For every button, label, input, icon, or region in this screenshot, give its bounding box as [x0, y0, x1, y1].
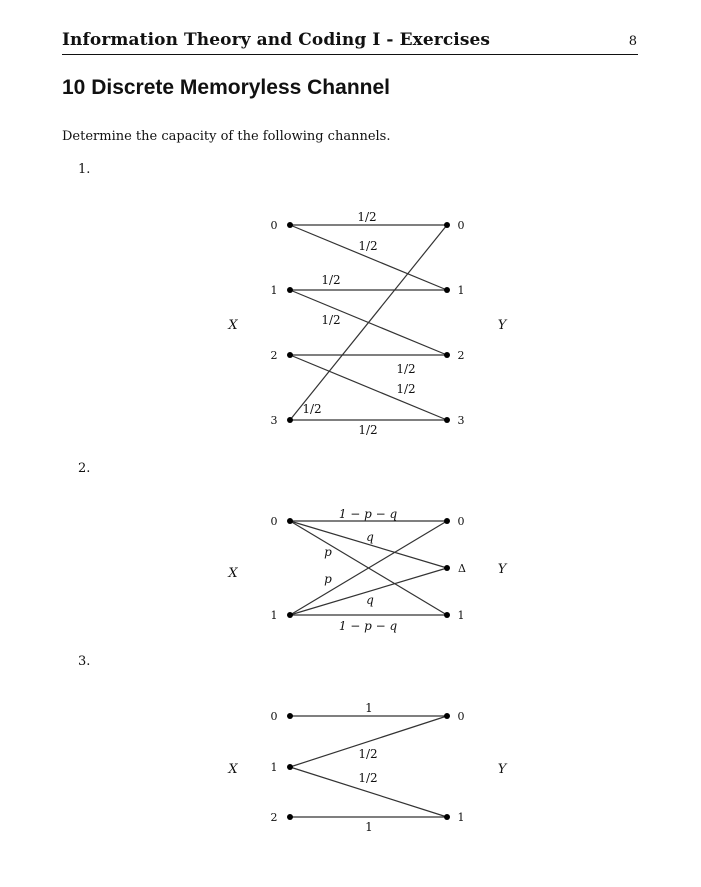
- edge-prob-2-3: 1/2: [396, 382, 416, 396]
- input-var-label: X: [228, 318, 238, 333]
- channel-diagram-3: [227, 701, 507, 834]
- section-title: 10 Discrete Memoryless Channel: [62, 76, 390, 99]
- edge-0-delta: [290, 521, 447, 568]
- edge-prob-0-0: 1/2: [357, 210, 377, 224]
- input-label-0: 0: [270, 515, 278, 528]
- edge-prob-0-1: q: [366, 530, 374, 544]
- edge-prob-1-1: 1/2: [321, 273, 341, 287]
- output-node-delta: [444, 565, 450, 571]
- edge-prob-3-3: 1/2: [358, 423, 378, 437]
- channel-diagram-1: [227, 210, 507, 437]
- input-label-3: 3: [270, 414, 278, 427]
- edge-prob-0-1: 1/2: [358, 239, 378, 253]
- output-node-0: [444, 518, 450, 524]
- input-var-label: X: [228, 762, 238, 777]
- output-node-0: [444, 222, 450, 228]
- input-label-0: 0: [270, 710, 278, 723]
- output-label-1: 1: [457, 284, 465, 297]
- input-var-label: X: [228, 566, 238, 581]
- output-node-1: [444, 814, 450, 820]
- output-node-1: [444, 612, 450, 618]
- output-label-3: 3: [457, 414, 465, 427]
- input-node-2: [287, 814, 293, 820]
- output-var-label: Y: [497, 762, 507, 777]
- input-node-0: [287, 518, 293, 524]
- output-label-2: 2: [457, 349, 465, 362]
- input-node-1: [287, 612, 293, 618]
- edge-prob-1-0: 1/2: [358, 747, 378, 761]
- edge-prob-1-delta: p: [324, 572, 332, 586]
- output-label-0: 0: [457, 219, 465, 232]
- output-node-3: [444, 417, 450, 423]
- edge-1-delta: [290, 568, 447, 615]
- item-label-3: 3.: [78, 654, 91, 669]
- edge-prob-0-0: 1 − p − q: [338, 507, 398, 521]
- input-label-2: 2: [270, 349, 278, 362]
- edge-prob-2-2: 1/2: [396, 362, 416, 376]
- input-node-0: [287, 222, 293, 228]
- output-var-label: Y: [497, 318, 507, 333]
- output-node-1: [444, 287, 450, 293]
- page-number: 8: [628, 34, 637, 49]
- output-label-1: 1: [457, 811, 465, 824]
- output-node-0: [444, 713, 450, 719]
- input-node-1: [287, 764, 293, 770]
- header-title: Information Theory and Coding I - Exercises: [62, 30, 491, 50]
- input-node-3: [287, 417, 293, 423]
- edge-0-1: [290, 225, 447, 290]
- output-label-delta: Δ: [458, 562, 466, 575]
- input-label-1: 1: [270, 761, 278, 774]
- edge-prob-0-delta: p: [324, 545, 332, 559]
- input-label-1: 1: [270, 609, 278, 622]
- input-label-2: 2: [270, 811, 278, 824]
- channel-diagram-2: [227, 507, 507, 633]
- edge-prob-1-1: 1 − p − q: [338, 619, 398, 633]
- instruction-text: Determine the capacity of the following channels.: [62, 129, 391, 144]
- input-label-1: 1: [270, 284, 278, 297]
- item-label-1: 1.: [78, 162, 91, 177]
- edge-prob-1-0: q: [366, 593, 374, 607]
- output-var-label: Y: [497, 562, 507, 577]
- output-label-0: 0: [457, 710, 465, 723]
- input-node-0: [287, 713, 293, 719]
- input-node-2: [287, 352, 293, 358]
- item-label-2: 2.: [78, 461, 91, 476]
- output-label-0: 0: [457, 515, 465, 528]
- edge-prob-2-1: 1: [365, 820, 373, 834]
- edge-prob-3-0: 1/2: [302, 402, 322, 416]
- edge-prob-1-1: 1/2: [358, 771, 378, 785]
- output-node-2: [444, 352, 450, 358]
- edge-prob-0-0: 1: [365, 701, 373, 715]
- input-node-1: [287, 287, 293, 293]
- edge-prob-1-2: 1/2: [321, 313, 341, 327]
- output-label-1: 1: [457, 609, 465, 622]
- input-label-0: 0: [270, 219, 278, 232]
- edge-3-0: [290, 225, 447, 420]
